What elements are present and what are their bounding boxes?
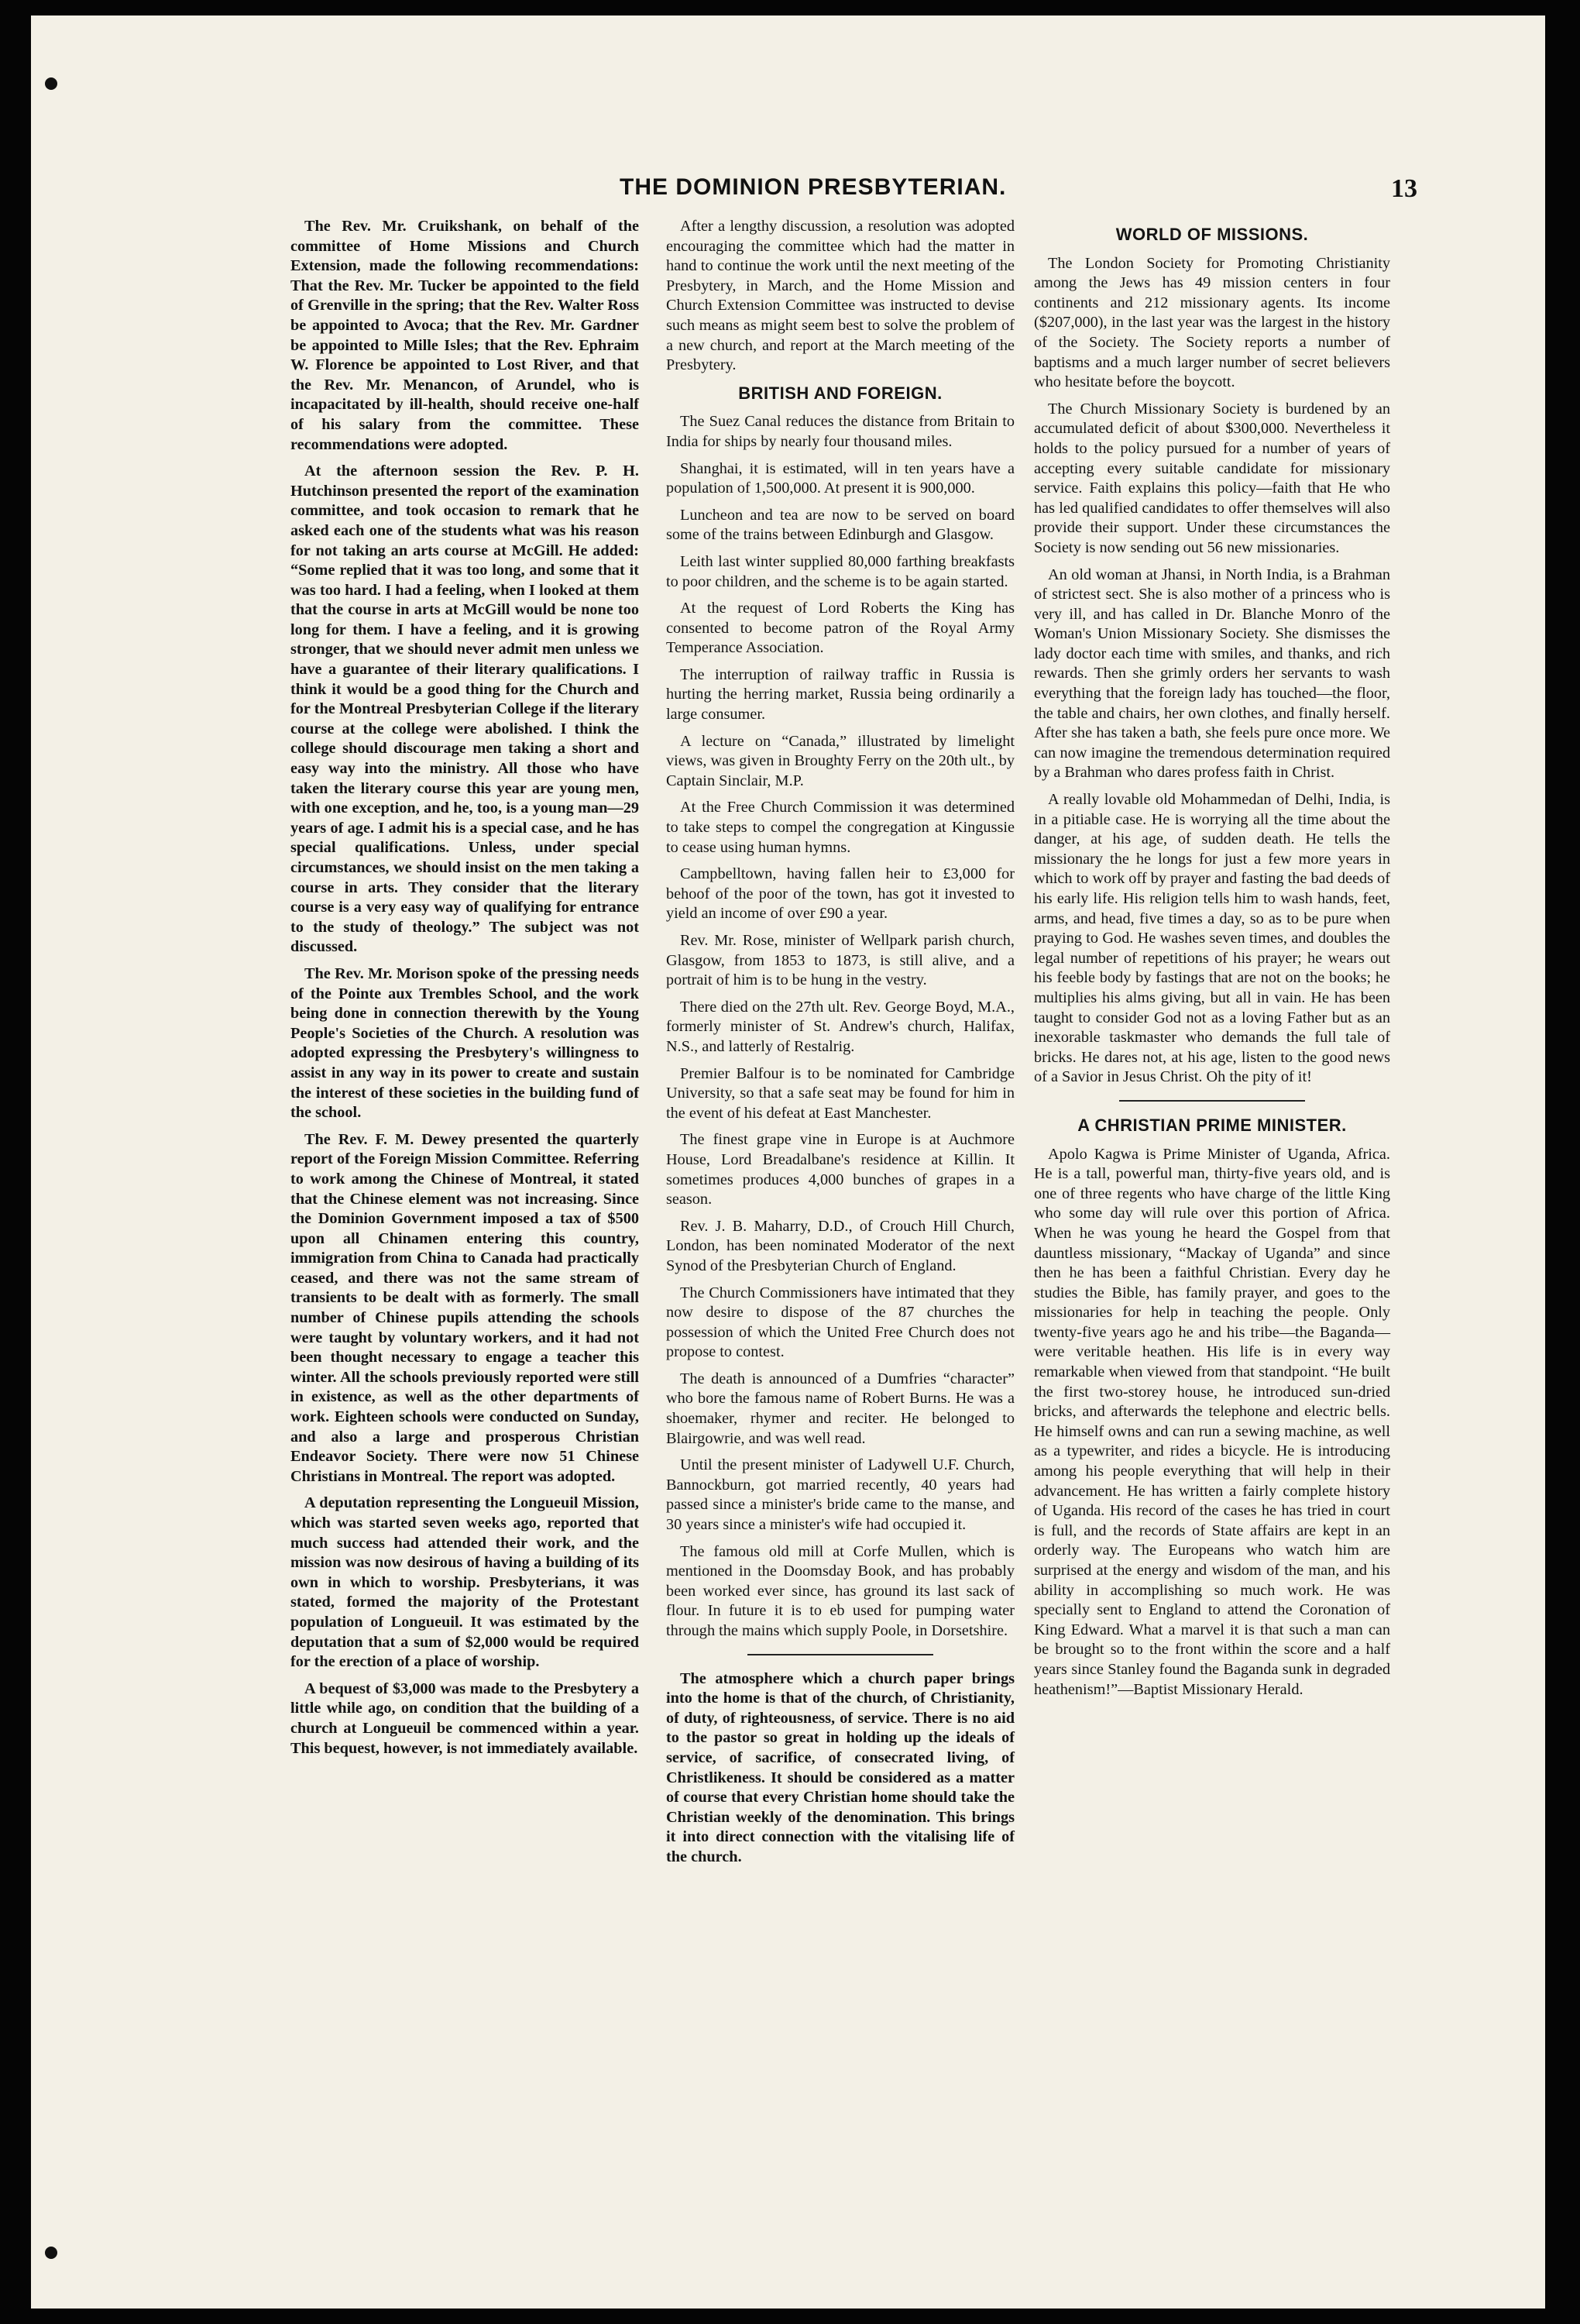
paragraph: At the afternoon session the Rev. P. H. Hutchinson presented the report of the examination committee, and took occasion to remark that he asked each one of the students what was his reason for not taking an arts course at McGill. He added: “Some replied that it was too long, and some that it was too hard. I had a feeling, when I looked at them that the course in arts at McGill would be none too long for them. I have a feeling, and it is growing stronger, that we should never admit men unless we have a guarantee of their literary qualifications. I think it would be a good thing for the Church and for the Montreal Presbyterian College if the literary course at the college were abolished. I think the college should discourage men taking a short and easy way into the ministry. All those who have taken the literary course this year are young men, with one exception, and he, too, is a young man—29 years of age. I admit his is a special case, and he has special qualifications. Unless, under special circumstances, we should insist on the men taking a course in arts. They consider that the literary course is a very easy way of qualifying for entrance to the study of theology.” The subject was not discussed.	[290, 462, 639, 956]
news-item: Rev. J. B. Maharry, D.D., of Crouch Hill Church, London, has been nominated Moderator of the next Synod of the Presbyterian Church of England.	[666, 1217, 1015, 1274]
paragraph: Apolo Kagwa is Prime Minister of Uganda, Africa. He is a tall, powerful man, thirty-five years old, and is one of three regents who have charge of the little King who some day will rule over this portion of Africa. When he was young he heard the Gospel from that dauntless missionary, “Mackay of Uganda” and since then he has been a faithful Christian. Every day he studies the Bible, has family prayer, and goes to the missionaries for help in teaching the people. Only twenty-five years ago he and his tribe—the Baganda—were veritable heathen. His life is in every way remarkable when viewed from that standpoint. “He built the first two-storey house, he introduced sun-dried bricks, and afterwards the telephone and electric bells. He himself owns and can run a sewing machine, as well as a typewriter, and rides a bicycle. He is introducing among his people everything that will help in their advancement. He has written a fairly complete history of Uganda. His record of the cases he has tried in court is full, and the records of State affairs are kept in an orderly way. The Europeans who watch him are surprised at the energy and wisdom of the man, and his ability in accomplishing so much work. He was specially sent to England to attend the Coronation of King Edward. What a marvel it is that such a man can be brought so to the front within the score and a half years since Stanley found the Baganda sunk in degraded heathenism!”—Baptist Missionary Herald.	[1034, 1145, 1390, 1698]
news-item: The Suez Canal reduces the distance from Britain to India for ships by nearly four thousand miles.	[666, 413, 1015, 450]
news-item: The Church Commissioners have intimated that they now desire to dispose of the 87 churches the possession of which the United Free Church does not propose to contest.	[666, 1284, 1015, 1361]
column-1	[290, 217, 639, 1765]
divider-rule	[1119, 1100, 1305, 1102]
news-item: There died on the 27th ult. Rev. George Boyd, M.A., formerly minister of St. Andrew's church, Halifax, N.S., and latterly of Restalrig.	[666, 998, 1015, 1055]
paragraph: The Church Missionary Society is burdened by an accumulated deficit of about $300,000. Nevertheless it holds to the policy pursued for a number of years of accepting every suitable candidate for missionary service. Faith explains this policy—faith that He who has led qualified candidates to offer themselves will also provide their support. Under these circumstances the Society is now sending out 56 new missionaries.	[1034, 400, 1390, 556]
news-item: Premier Balfour is to be nominated for Cambridge University, so that a safe seat may be found for him in the event of his defeat at East Manchester.	[666, 1064, 1015, 1122]
news-item: The interruption of railway traffic in Russia is hurting the herring market, Russia being ordinarily a large consumer.	[666, 665, 1015, 724]
news-item: The finest grape vine in Europe is at Auchmore House, Lord Breadalbane's residence at Killin. It sometimes produces 4,000 bunches of grapes in a season.	[666, 1131, 1015, 1208]
paragraph: A bequest of $3,000 was made to the Presbytery a little while ago, on condition that the building of a church at Longueuil be commenced within a year. This bequest, however, is not immediately available.	[290, 1679, 639, 1757]
news-item: Until the present minister of Ladywell U.F. Church, Bannockburn, got married recently, 40 years had passed since a minister's bride came to the manse, and 30 years since a minister's wife had occupied it.	[666, 1456, 1015, 1534]
paragraph: A really lovable old Mohammedan of Delhi, India, is in a pitiable case. He is worrying all the time about the danger, at his age, of sudden death. He tells the missionary the he longs for just a few more years in which to work off by prayer and fasting the bad deeds of his early life. His religion tells him to wash hands, feet, arms, and head, five times a day, so as to be pure when praying to God. He washes seven times, and doubles the legal number of repetitions of his prayer; he wears out his feeble body by fastings that are not on the books; he multiplies his alms giving, but all in vain. He has been taught to consider God not as a loving Father but as an inexorable taskmaster who demands the full tale of bricks. He dares not, at his age, listen to the good news of a Savior in Jesus Christ. Oh the pity of it!	[1034, 791, 1390, 1086]
news-item: The famous old mill at Corfe Mullen, which is mentioned in the Doomsday Book, and has probably been worked ever since, has ground its last sack of flour. In future it is to eb used for pumping water through the mains which supply Poole, in Dorsetshire.	[666, 1542, 1015, 1639]
page-header	[279, 174, 1417, 213]
binding-hole	[45, 77, 57, 90]
closing-paragraph: The atmosphere which a church paper brings into the home is that of the church, of Christianity, of duty, of righteousness, of service. There is no aid to the pastor so great in holding up the ideals of service, of sacrifice, of consecrated living, of Christlikeness. It should be considered as a matter of course that every Christian home should take the Christian weekly of the denomination. This brings it into direct connection with the vitalising life of the church.	[666, 1669, 1015, 1865]
binding-hole	[45, 2247, 57, 2259]
paragraph: An old woman at Jhansi, in North India, is a Brahman of strictest sect. She is also mother of a princess who is very ill, and has called in Dr. Blanche Monro of the Woman's Union Missionary Society. She dismisses the lady doctor each time with smiles, and thanks, and rich rewards. Then she grimly orders her servants to wash everything that the foreign lady has touched—the floor, the table and chairs, her own clothes, and finally herself. After she has taken a bath, she feels pure once more. We can now imagine the tremendous determination required by a Brahman who dares profess faith in Christ.	[1034, 566, 1390, 782]
page-number: 13	[1391, 174, 1417, 203]
intro-paragraph: After a lengthy discussion, a resolution was adopted encouraging the committee which had the matter in hand to continue the work until the next meeting of the Presbytery, in March, and the Home Mission and Church Extension Committee was instructed to devise such means as might seem best to solve the problem of a new church, and report at the March meeting of the Presbytery.	[666, 218, 1015, 374]
section-heading-christian-prime-minister: A CHRISTIAN PRIME MINISTER.	[1077, 1115, 1347, 1135]
section-heading-world-of-missions: WORLD OF MISSIONS.	[1115, 225, 1309, 244]
news-item: Shanghai, it is estimated, will in ten years have a population of 1,500,000. At present it is 900,000.	[666, 459, 1015, 497]
news-item: Luncheon and tea are now to be served on board some of the trains between Edinburgh and Glasgow.	[666, 506, 1015, 544]
paragraph: A deputation representing the Longueuil Mission, which was started seven weeks ago, reported that much success had attended their work, and the mission was now desirous of having a building of its own in which to worship. Presbyterians, it was stated, formed the majority of the Protestant population of Longueuil. It was estimated by the deputation that a sum of $2,000 would be required for the erection of a place of worship.	[290, 1494, 639, 1671]
news-item: A lecture on “Canada,” illustrated by limelight views, was given in Broughty Ferry on the 20th ult., by Captain Sinclair, M.P.	[666, 732, 1015, 789]
news-item: Campbelltown, having fallen heir to £3,000 for behoof of the poor of the town, has got it invested to yield an income of over £90 a year.	[666, 865, 1015, 923]
masthead-title: THE DOMINION PRESBYTERIAN.	[620, 174, 1007, 200]
news-item: At the Free Church Commission it was determined to take steps to compel the congregation at Kingussie to cease using human hymns.	[666, 799, 1015, 856]
paragraph: The Rev. Mr. Cruikshank, on behalf of the committee of Home Missions and Church Extension, made the following recommendations: That the Rev. Mr. Tucker be appointed to the field of Grenville in the spring; that the Rev. Walter Ross be appointed to Avoca; that the Rev. Mr. Gardner be appointed to Mille Isles; that the Rev. Ephraim W. Florence be appointed to Lost River, and that the Rev. Mr. Menancon, of Arundel, who is incapacitated by ill-health, should receive one-half of his salary from the committee. These recommendations were adopted.	[290, 218, 639, 453]
paragraph: The Rev. F. M. Dewey presented the quarterly report of the Foreign Mission Committee. Referring to work among the Chinese of Montreal, it stated that the Chinese element was not increasing. Since the Dominion Government imposed a tax of $500 upon all Chinamen entering this country, immigration from China to Canada had practically ceased, and there was not the same stream of transients to be dealt with as formerly. The small number of Chinese pupils attending the schools were taught by voluntary workers, and it had not been thought necessary to engage a teacher this winter. All the schools previously reported were still in existence, as well as the other departments of work. Eighteen schools were conducted on Sunday, and also a large and prosperous Christian Endeavor Society. There were now 51 Chinese Christians in Montreal. The report was adopted.	[290, 1130, 639, 1485]
paragraph: The London Society for Promoting Christianity among the Jews has 49 mission centers in four continents and 212 missionary agents. Its income ($207,000), in the last year was the largest in the history of the Society. The Society reports a number of baptisms and a much larger number of secret believers who hesitate before the boycott.	[1034, 254, 1390, 391]
paragraph: The Rev. Mr. Morison spoke of the pressing needs of the Pointe aux Trembles School, and the work being done in connection therewith by the Young People's Societies of the Church. A resolution was adopted expressing the Presbytery's willingness to assist in any way in its power to create and sustain the interest of these societies in the building fund of the school.	[290, 964, 639, 1122]
column-3	[1034, 217, 1390, 1707]
column-2	[666, 217, 1015, 1875]
section-heading-british-and-foreign: BRITISH AND FOREIGN.	[738, 383, 943, 403]
news-item: Leith last winter supplied 80,000 farthing breakfasts to poor children, and the scheme is to be again started.	[666, 552, 1015, 590]
news-item: Rev. Mr. Rose, minister of Wellpark parish church, Glasgow, from 1853 to 1873, is still alive, and a portrait of him is to be hung in the vestry.	[666, 932, 1015, 989]
divider-rule	[747, 1654, 933, 1655]
news-item: The death is announced of a Dumfries “character” who bore the famous name of Robert Burns. He was a shoemaker, rhymer and reciter. He belonged to Blairgowrie, and was well read.	[666, 1370, 1015, 1447]
news-item: At the request of Lord Roberts the King has consented to become patron of the Royal Army Temperance Association.	[666, 600, 1015, 657]
